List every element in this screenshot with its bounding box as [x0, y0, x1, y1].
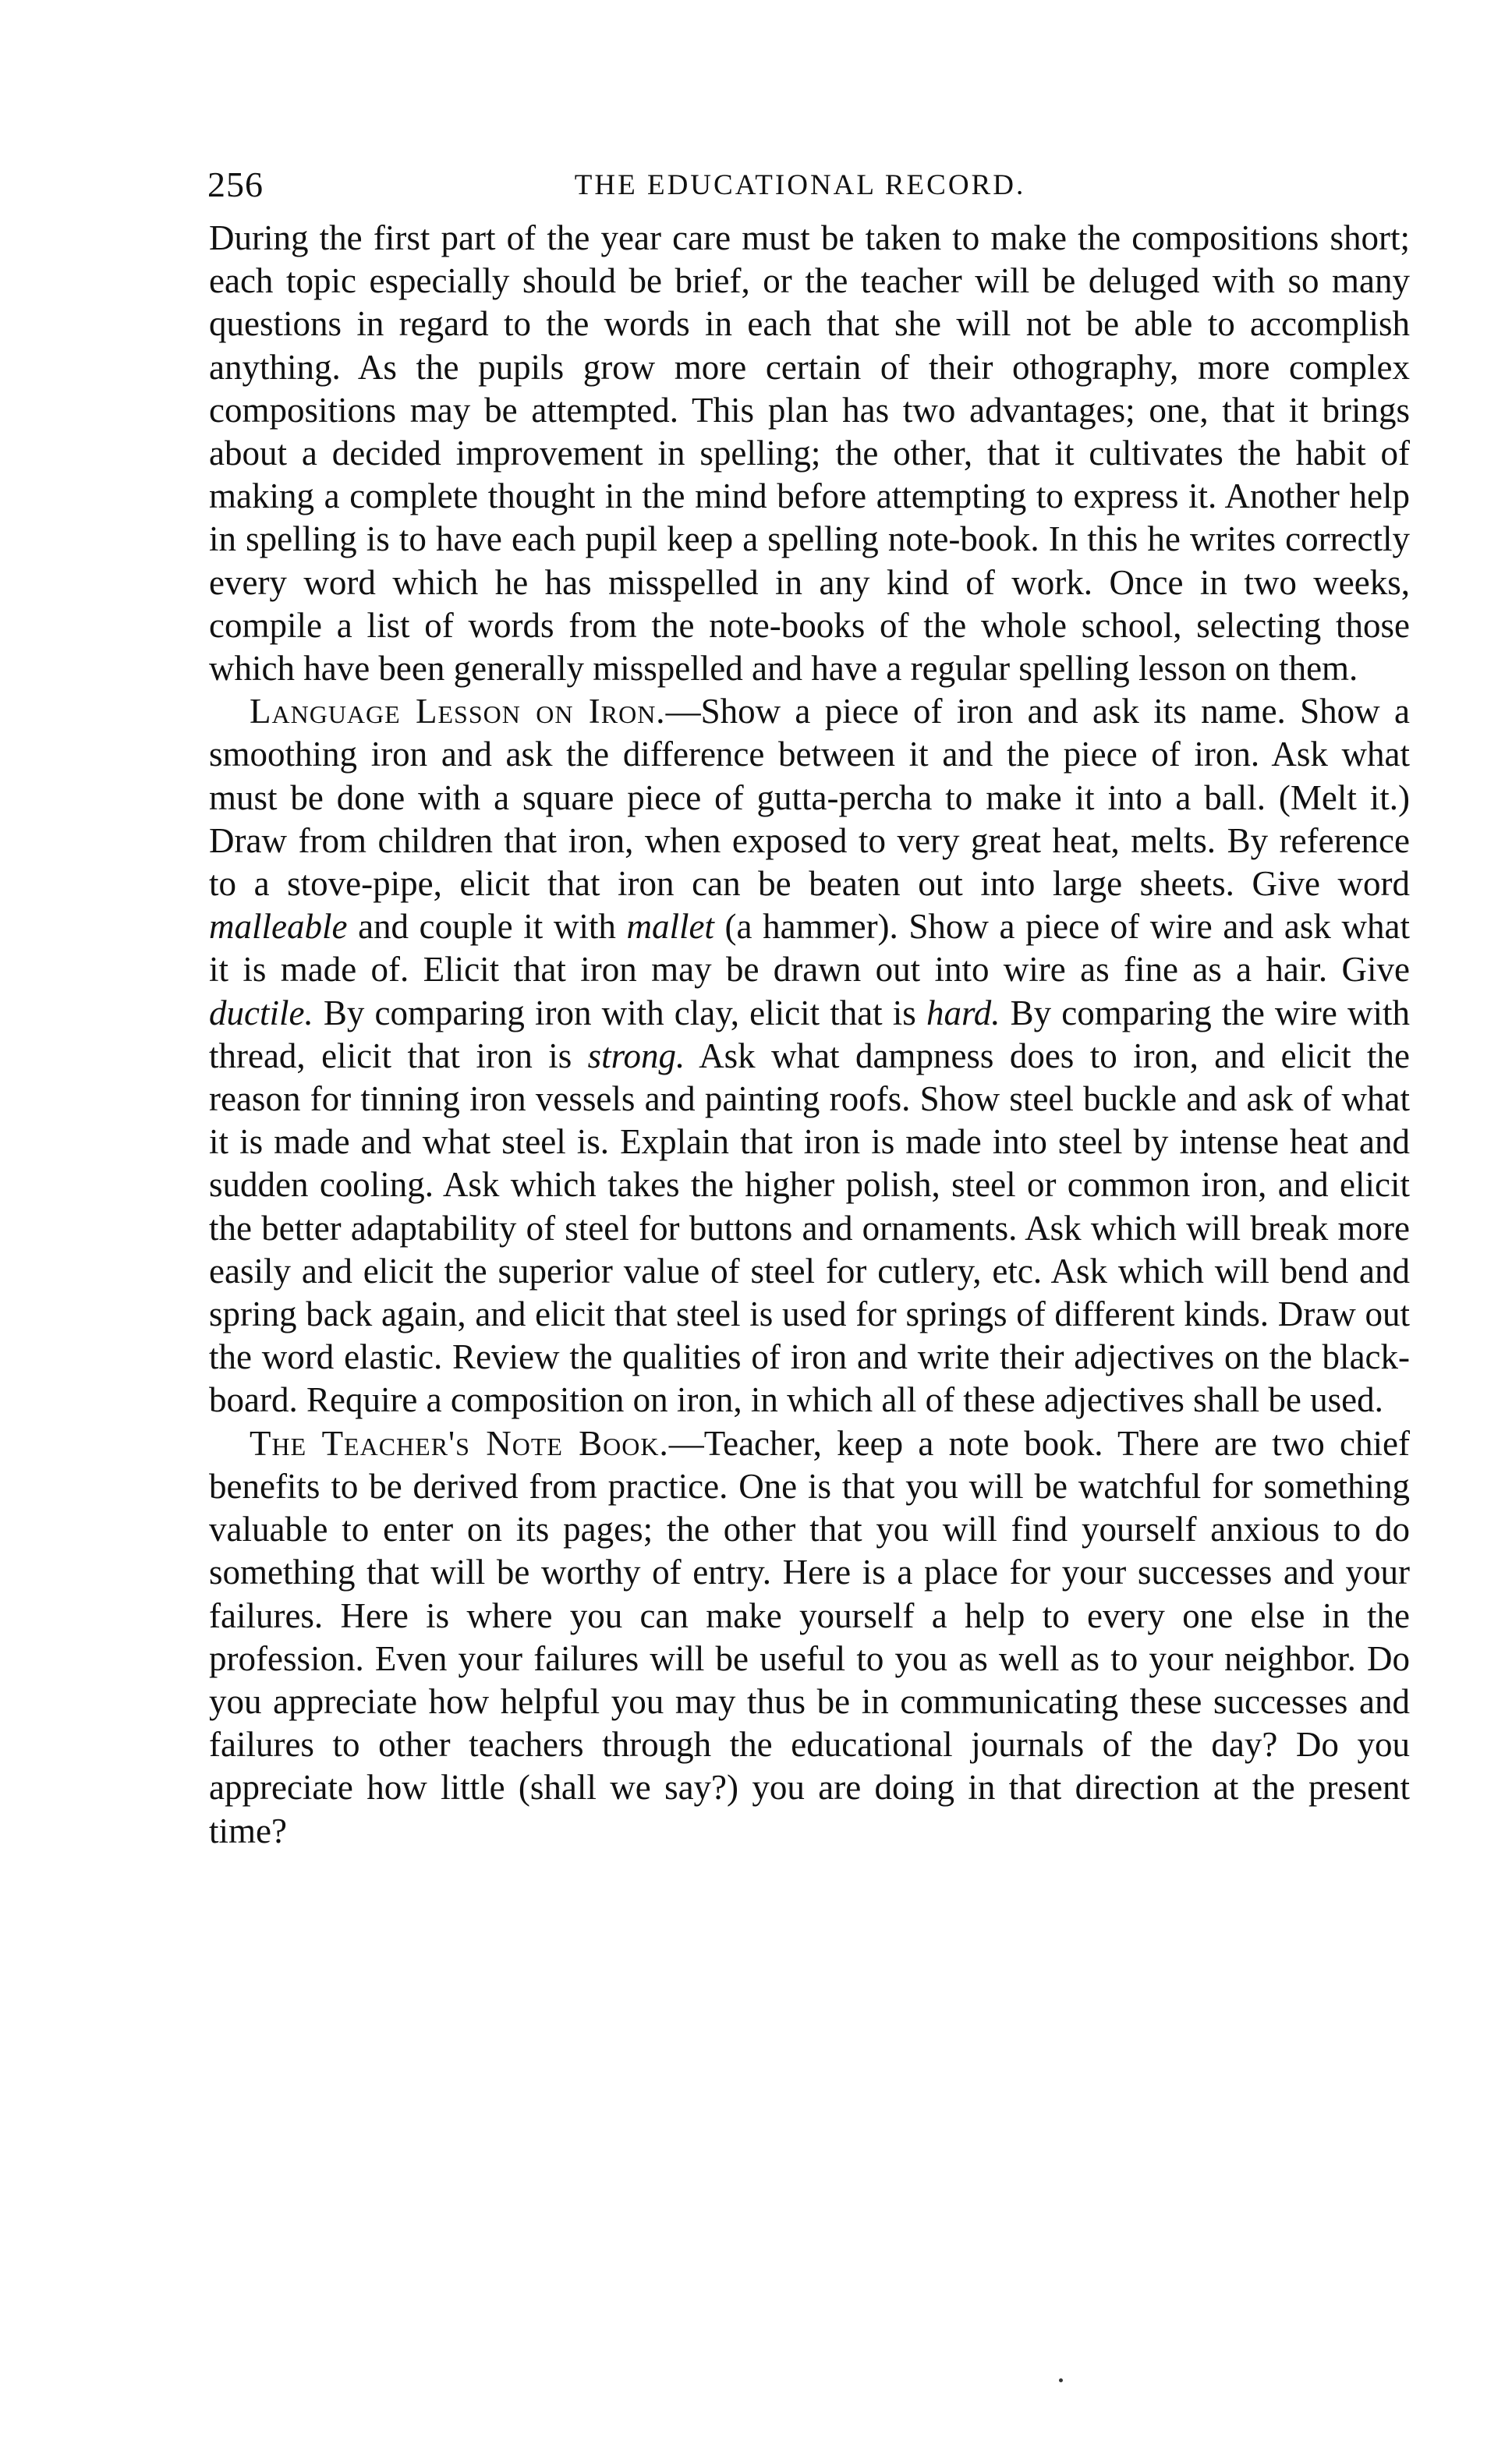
print-speck — [1059, 2378, 1063, 2382]
language-lesson-text-2: and couple it with — [347, 907, 627, 947]
word-hard: hard. — [926, 993, 1000, 1032]
word-ductile: ductile. — [209, 993, 313, 1032]
paragraph-spelling — [209, 217, 1410, 690]
paragraph-note-book — [209, 1422, 1410, 1853]
word-malleable: malleable — [209, 907, 348, 947]
word-strong: strong. — [587, 1036, 685, 1075]
language-lesson-text-4: By comparing iron with clay, elicit that is — [313, 993, 926, 1032]
page-header — [207, 164, 1393, 211]
paragraph-spelling-text: During the first part of the year care must be taken to make the compositions short; each topic especially should be brief, or the teacher will be deluged with so many questions in regard to the words in each that she will not be able to accomplish anything. As the pupils grow more certain of their othography, more complex compositions may be attempted. This plan has two advantages; one, that it brings about a decided improvement in spelling; the other, that it cultivates the habit of making a complete thought in the mind before attempting to express it. Another help in spelling is to have each pupil keep a spelling note-book. In this he writes correctly every word which he has misspelled in any kind of work. Once in two weeks, compile a list of words from the note-books of the whole school, selecting those which have been generally misspelled and have a regular spelling lesson on them. — [209, 218, 1410, 689]
language-lesson-heading: Language Lesson on Iron. — [250, 692, 666, 731]
language-lesson-text-3: (a hammer). Show a piece of wire and ask what it is made of. Elicit that iron may be drawn out into wire as fine as a hair. Give — [209, 907, 1410, 990]
language-lesson-text-6: Ask what dampness does to iron, and elicit the reason for tinning iron vessels and painting roofs. Show steel buckle and ask of what it is made and what steel is. Explain that iron is made into steel by intense heat and sudden cooling. Ask which takes the higher polish, steel or common iron, and elicit the better adaptability of steel for buttons and ornaments. Ask which will break more easily and elicit the superior value of steel for cutlery, etc. Ask which will bend and spring back again, and elicit that steel is used for springs of different kinds. Draw out the word elastic. Review the qualities of iron and write their adjectives on the black-board. Require a composition on iron, in which all of these adjectives shall be used. — [209, 1036, 1410, 1420]
article-body — [209, 217, 1410, 1853]
language-lesson-text-5: By comparing the wire with thread, elicit that iron is — [209, 993, 1410, 1075]
running-title: THE EDUCATIONAL RECORD. — [574, 169, 1026, 201]
word-mallet: mallet — [626, 907, 714, 947]
language-lesson-text-1: —Show a piece of iron and ask its name. Show a smoothing iron and ask the difference between it and the piece of iron. Ask what must be done with a square piece of gutta-percha to make it into a ball. (Melt it.) Draw from children that iron, when exposed to very great heat, melts. By reference to a stove-pipe, elicit that iron can be beaten out into large sheets. Give word — [209, 692, 1410, 904]
paragraph-language-lesson — [209, 690, 1410, 1422]
note-book-text: —Teacher, keep a note book. There are two chief benefits to be derived from practice. One is that you will be watchful for something valuable to enter on its pages; the other that you will find yourself anxious to do something that will be worthy of entry. Here is a place for your successes and your failures. Here is where you can make yourself a help to every one else in the profession. Even your failures will be useful to you as well as to your neighbor. Do you appreciate how helpful you may thus be in communicating these successes and failures to other teachers through the educational journals of the day? Do you appreciate how little (shall we say?) you are doing in that direction at the present time? — [209, 1423, 1410, 1850]
page-number: 256 — [207, 165, 264, 204]
note-book-heading: The Teacher's Note Book. — [250, 1423, 669, 1463]
